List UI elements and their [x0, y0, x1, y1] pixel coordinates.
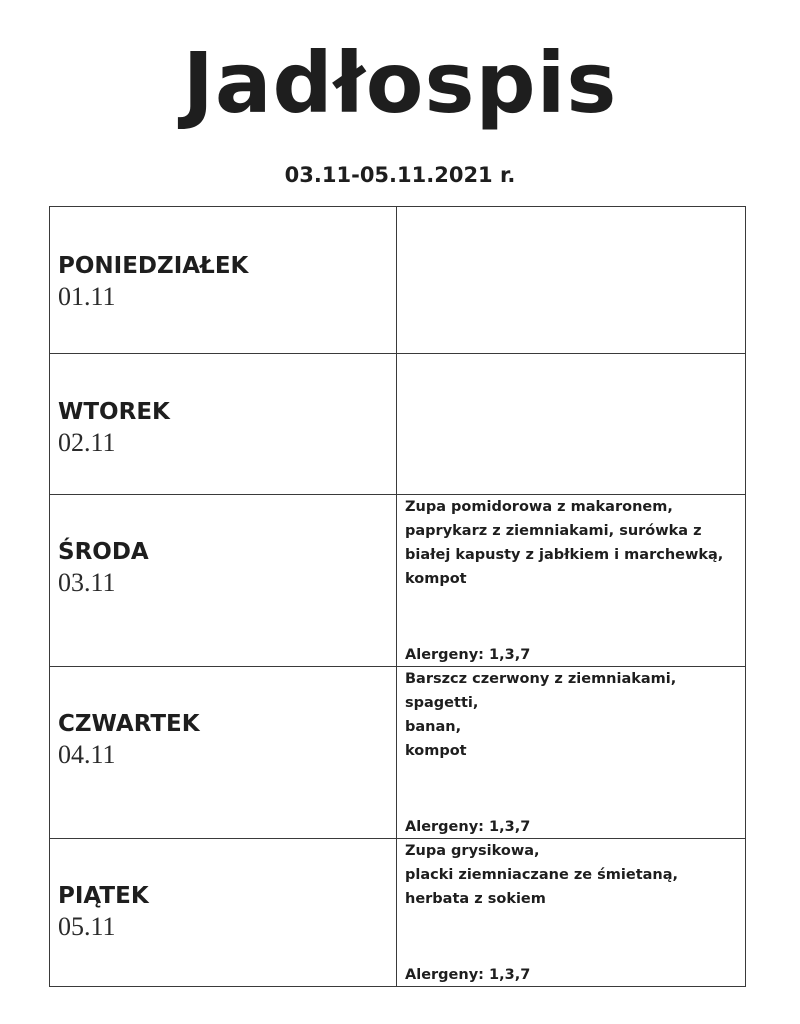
- day-date: 01.11: [58, 282, 116, 311]
- menu-item: banan,: [405, 719, 462, 735]
- page-title: Jadłospis: [182, 34, 618, 132]
- menu-item: kompot: [405, 743, 467, 759]
- menu-item: Barszcz czerwony z ziemniakami,: [405, 671, 677, 687]
- menu-item: placki ziemniaczane ze śmietaną,: [405, 867, 679, 883]
- menu-item: herbata z sokiem: [405, 891, 546, 907]
- menu-item: paprykarz z ziemniakami, surówka z: [405, 523, 702, 539]
- menu-cell-monday: [397, 207, 746, 354]
- allergens-label: Alergeny: 1,3,7: [405, 967, 531, 983]
- menu-cell-friday: [397, 839, 746, 987]
- day-date: 03.11: [58, 568, 116, 597]
- allergens-label: Alergeny: 1,3,7: [405, 647, 531, 663]
- menu-table: [49, 206, 746, 987]
- day-cell-wednesday: [50, 495, 397, 667]
- day-name: PIĄTEK: [58, 883, 149, 909]
- day-cell-friday: [50, 839, 397, 987]
- day-name: WTOREK: [58, 399, 170, 425]
- day-cell-thursday: [50, 667, 397, 839]
- menu-cell-thursday: [397, 667, 746, 839]
- day-name: PONIEDZIAŁEK: [58, 253, 249, 279]
- table-row-thursday: [50, 667, 746, 839]
- day-cell-monday: [50, 207, 397, 354]
- table-row-monday: [50, 207, 746, 354]
- allergens-label: Alergeny: 1,3,7: [405, 819, 531, 835]
- day-date: 05.11: [58, 912, 116, 941]
- table-row-wednesday: [50, 495, 746, 667]
- table-row-tuesday: [50, 354, 746, 495]
- menu-item: białej kapusty z jabłkiem i marchewką,: [405, 547, 724, 563]
- menu-item: spagetti,: [405, 695, 479, 711]
- table-row-friday: [50, 839, 746, 987]
- menu-cell-wednesday: [397, 495, 746, 667]
- day-cell-tuesday: [50, 354, 397, 495]
- menu-item: Zupa pomidorowa z makaronem,: [405, 499, 673, 515]
- day-name: ŚRODA: [58, 539, 149, 565]
- day-name: CZWARTEK: [58, 711, 200, 737]
- menu-cell-tuesday: [397, 354, 746, 495]
- day-date: 04.11: [58, 740, 116, 769]
- day-date: 02.11: [58, 428, 116, 457]
- date-range: 03.11-05.11.2021 r.: [284, 163, 516, 187]
- menu-item: kompot: [405, 571, 467, 587]
- menu-item: Zupa grysikowa,: [405, 843, 540, 859]
